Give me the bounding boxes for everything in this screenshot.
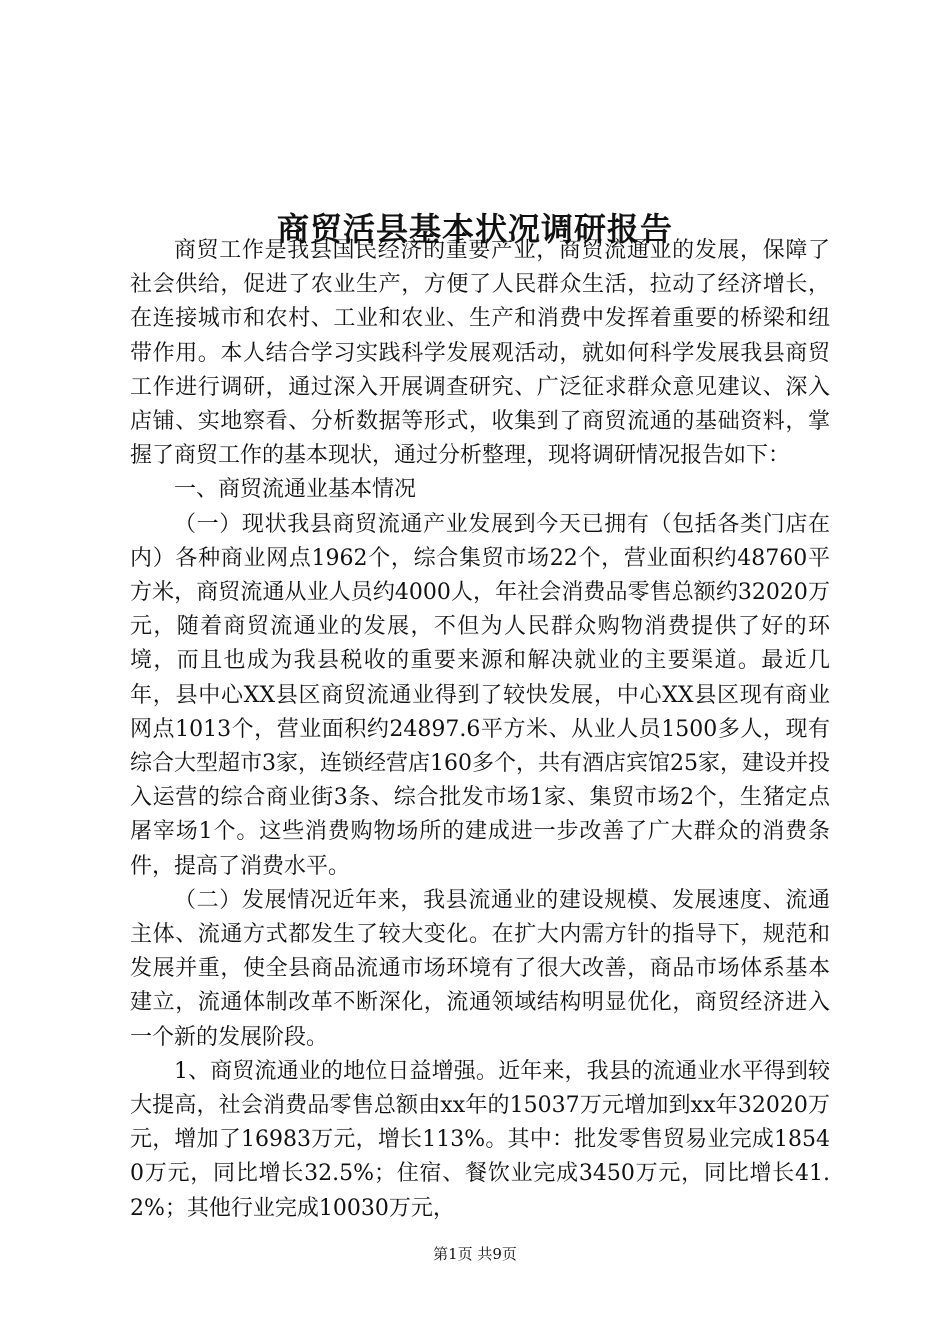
paragraph-intro: 商贸工作是我县国民经济的重要产业，商贸流通业的发展，保障了社会供给，促进了农业生产，方便了人民群众生活，拉动了经济增长，在连接城市和农村、工业和农业、生产和消费中发挥着重要的桥梁和纽带作用。本人结合学习实践科学发展观活动，就如何科学发展我县商贸工作进行调研，通过深入开展调查研究、广泛征求群众意见建议、深入店铺、实地察看、分析数据等形式，收集到了商贸流通的基础资料，掌握了商贸工作的基本现状，通过分析整理，现将调研情况报告如下： [130,238,830,469]
section-heading-1: 一、商贸流通业基本情况 [174,477,417,503]
paragraph-item-1: 1、商贸流通业的地位日益增强。近年来，我县的流通业水平得到较大提高，社会消费品零售总额由xx年的15037万元增加到xx年32020万元，增加了16983万元，增长113%。其中：批发零售贸易业完成18540万元，同比增长32.5%；住宿、餐饮业完成3450万元，同比增长41.2%；其他行业完成10030万元， [130,1058,830,1221]
paragraph-status: （一）现状我县商贸流通产业发展到今天已拥有（包括各类门店在内）各种商业网点1962个，综合集贸市场22个，营业面积约48760平方米，商贸流通从业人员约4000人，年社会消费品零售总额约32020万元，随着商贸流通业的发展，不但为人民群众购物消费提供了好的环境，而且也成为我县税收的重要来源和解决就业的主要渠道。最近几年，县中心XX县区商贸流通业得到了较快发展，中心XX县区现有商业网点1013个，营业面积约24897.6平方米、从业人员1500多人，现有综合大型超市3家，连锁经营店160多个，共有酒店宾馆25家，建设并投入运营的综合商业街3条、综合批发市场1家、集贸市场2个，生猪定点屠宰场1个。这些消费购物场所的建成进一步改善了广大群众的消费条件，提高了消费水平。 [130,511,830,879]
page-number: 第1页 共9页 [433,1245,517,1263]
document-body [130,234,830,1226]
paragraph-development: （二）发展情况近年来，我县流通业的建设规模、发展速度、流通主体、流通方式都发生了较大变化。在扩大内需方针的指导下，规范和发展并重，使全县商品流通市场环境有了很大改善，商品市场体系基本建立，流通体制改革不断深化，流通领域结构明显优化，商贸经济进入一个新的发展阶段。 [130,887,830,1050]
document-title: 商贸活县基本状况调研报告 [276,210,673,249]
